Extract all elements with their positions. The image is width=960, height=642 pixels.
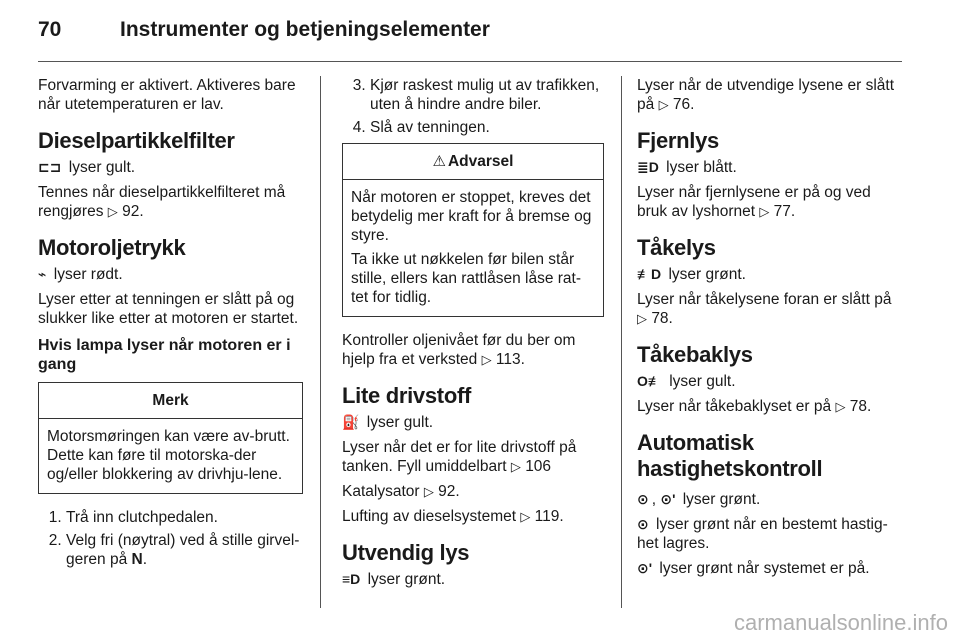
cruise-indicator-text: lyser grønt. bbox=[682, 491, 761, 508]
oil-indicator-text: lyser rødt. bbox=[53, 266, 123, 283]
steps-list-1 bbox=[38, 508, 303, 569]
check-ref-link[interactable]: 113. bbox=[495, 351, 525, 368]
page-ref-arrow-icon: ▷ bbox=[481, 352, 492, 367]
column-1 bbox=[38, 76, 303, 575]
column-2 bbox=[342, 76, 604, 595]
dpf-icon: ⊏⊐ bbox=[38, 159, 62, 175]
rear-fog-icon: O≢ bbox=[637, 373, 662, 389]
fog-heading: Tåkelys bbox=[637, 235, 716, 260]
running-head-title: Instrumenter og betjeningselementer bbox=[120, 18, 490, 41]
oil-subheading: Hvis lampa lyser når motoren er i gang bbox=[38, 337, 291, 373]
column-3 bbox=[637, 76, 905, 584]
fog-indicator-line bbox=[637, 265, 905, 284]
fuel-heading: Lite drivstoff bbox=[342, 383, 472, 408]
page-header bbox=[38, 18, 902, 58]
warning-box bbox=[342, 143, 604, 317]
exterior-light-icon: ≡D bbox=[342, 571, 361, 587]
oil-text: Lyser etter at tenningen er slått på og slukker like etter at motoren er startet. bbox=[38, 291, 299, 327]
rear-fog-ref-link[interactable]: 78. bbox=[849, 398, 872, 415]
dpf-indicator-text: lyser gult. bbox=[68, 159, 136, 176]
oil-can-icon: ⌁ bbox=[38, 266, 47, 282]
note-box bbox=[38, 382, 303, 494]
fog-ref-link[interactable]: 78. bbox=[651, 310, 673, 327]
high-beam-desc: Lyser når fjernlysene er på og ved bruk av lyshornet bbox=[637, 184, 871, 220]
oil-indicator-line bbox=[38, 265, 303, 284]
step-4: 4. Slå av tenningen. bbox=[370, 118, 604, 137]
cruise-line2 bbox=[637, 559, 905, 578]
warning-p2: Ta ikke ut nøkkelen før bilen står stille, ellers kan rattlåsen låse rat-tet for tidlig. bbox=[351, 251, 582, 306]
bleed-ref-link[interactable]: 119. bbox=[534, 508, 564, 525]
cruise-line1 bbox=[637, 515, 905, 553]
column-divider-1 bbox=[320, 76, 321, 608]
oil-heading: Motoroljetrykk bbox=[38, 235, 186, 260]
exterior-desc: Lyser når de utvendige lysene er slått på bbox=[637, 77, 895, 113]
step-3: 3. Kjør raskest mulig ut av trafikken, uten å hindre andre biler. bbox=[370, 76, 604, 114]
cruise-control-icon: ⊙' bbox=[660, 491, 676, 507]
fog-text bbox=[637, 290, 905, 328]
rear-fog-indicator-text: lyser gult. bbox=[669, 373, 736, 390]
cruise-heading-line2: hastighetskontroll bbox=[637, 456, 823, 481]
cruise-line2-text: lyser grønt når systemet er på. bbox=[659, 560, 870, 577]
page-ref-arrow-icon: ▷ bbox=[423, 484, 434, 499]
dpf-desc: Tennes når dieselpartikkelfilteret må rengjøres bbox=[38, 184, 286, 220]
warning-p1: Når motoren er stoppet, kreves det betydelig mer kraft for å bremse og styre. bbox=[351, 189, 592, 244]
fuel-desc: Lyser når det er for lite drivstoff på tanken. Fyll umiddelbart bbox=[342, 439, 577, 475]
exterior-indicator-text: lyser grønt. bbox=[367, 571, 446, 588]
header-divider bbox=[38, 61, 902, 62]
exterior-text bbox=[637, 76, 905, 114]
fuel-text bbox=[342, 438, 604, 476]
dpf-heading: Dieselpartikkelfilter bbox=[38, 128, 235, 153]
page-ref-arrow-icon: ▷ bbox=[658, 97, 669, 112]
cruise-control-icon: ⊙' bbox=[637, 560, 653, 576]
step-2-text: Velg fri (nøytral) ved å stille girvel-geren på bbox=[66, 532, 300, 568]
page-ref-arrow-icon: ▷ bbox=[835, 399, 846, 414]
page-ref-arrow-icon: ▷ bbox=[510, 459, 521, 474]
note-body bbox=[39, 419, 302, 493]
watermark: carmanualsonline.info bbox=[733, 610, 948, 635]
steps-list-2 bbox=[342, 76, 604, 137]
fuel-indicator-text: lyser gult. bbox=[366, 414, 434, 431]
warning-body bbox=[343, 180, 603, 316]
cruise-heading-line1: Automatisk bbox=[637, 430, 754, 455]
page-number: 70 bbox=[38, 18, 62, 41]
page-ref-arrow-icon: ▷ bbox=[107, 204, 118, 219]
rear-fog-text bbox=[637, 397, 905, 416]
dpf-indicator-line bbox=[38, 158, 303, 177]
high-beam-heading: Fjernlys bbox=[637, 128, 719, 153]
warning-header bbox=[343, 144, 603, 180]
high-beam-text bbox=[637, 183, 905, 221]
note-title: Merk bbox=[39, 383, 302, 419]
page-ref-arrow-icon: ▷ bbox=[637, 311, 647, 326]
page-ref-arrow-icon: ▷ bbox=[759, 204, 770, 219]
high-beam-ref-link[interactable]: 77. bbox=[773, 203, 796, 220]
step-1: 1. Trå inn clutchpedalen. bbox=[66, 508, 303, 527]
dpf-text bbox=[38, 183, 303, 221]
cruise-control-icon: ⊙ bbox=[637, 491, 649, 507]
warning-title: Advarsel bbox=[447, 153, 514, 170]
rear-fog-heading: Tåkebaklys bbox=[637, 342, 753, 367]
cruise-line1-text: lyser grønt når en bestemt hastig-het lagres. bbox=[637, 516, 888, 552]
catalyst-ref-link[interactable]: 92. bbox=[438, 483, 460, 500]
step-2: 2. Velg fri (nøytral) ved å stille girvel-geren på N. bbox=[66, 531, 303, 569]
step-2-bold: N bbox=[131, 551, 143, 568]
catalyst-text: Katalysator bbox=[342, 483, 420, 500]
dpf-ref-link[interactable]: 92. bbox=[122, 203, 144, 220]
fog-light-icon: ≢D bbox=[637, 266, 662, 282]
catalyst-line bbox=[342, 482, 604, 501]
check-desc: Kontroller oljenivået før du ber om hjelp fra et verksted bbox=[342, 332, 576, 368]
warning-triangle-icon: ⚠ bbox=[432, 153, 446, 170]
rear-fog-indicator-line bbox=[637, 372, 905, 391]
high-beam-icon: ≣D bbox=[637, 159, 659, 175]
bleed-line bbox=[342, 507, 604, 526]
bleed-text: Lufting av dieselsystemet bbox=[342, 508, 517, 525]
exterior-heading: Utvendig lys bbox=[342, 540, 470, 565]
cruise-control-icon: ⊙ bbox=[637, 516, 649, 532]
intro-text: Forvarming er aktivert. Aktiveres bare når utetemperaturen er lav. bbox=[38, 77, 296, 113]
fuel-ref-link[interactable]: 106 bbox=[525, 458, 552, 475]
high-beam-indicator-text: lyser blått. bbox=[666, 159, 737, 176]
exterior-indicator-line bbox=[342, 570, 604, 589]
note-text: Motorsmøringen kan være av-brutt. Dette kan føre til motorska-der og/eller blokkering av drivhju-lene. bbox=[47, 428, 290, 483]
fuel-indicator-line bbox=[342, 413, 604, 432]
high-beam-indicator-line bbox=[637, 158, 905, 177]
rear-fog-desc: Lyser når tåkebaklyset er på bbox=[637, 398, 832, 415]
column-divider-2 bbox=[621, 76, 622, 608]
exterior-ref-link[interactable]: 76. bbox=[672, 96, 695, 113]
check-text bbox=[342, 331, 604, 369]
fog-desc: Lyser når tåkelysene foran er slått på bbox=[637, 291, 892, 308]
fuel-pump-icon: ⛽ bbox=[342, 414, 360, 430]
page-ref-arrow-icon: ▷ bbox=[520, 509, 531, 524]
fog-indicator-text: lyser grønt. bbox=[668, 266, 746, 283]
cruise-heading bbox=[637, 430, 905, 482]
cruise-indicator-line: ⊙ , ⊙' lyser grønt. bbox=[637, 491, 761, 508]
